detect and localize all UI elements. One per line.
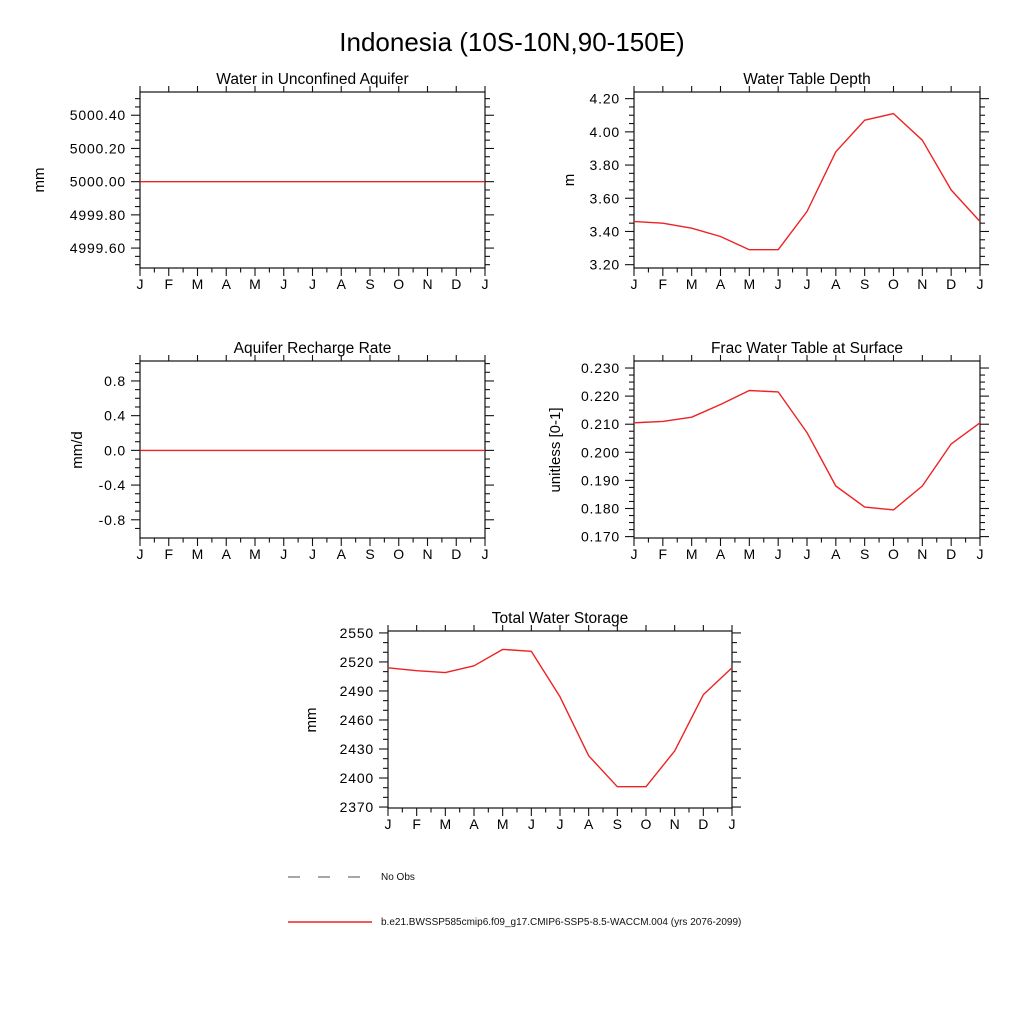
svg-text:A: A (583, 816, 594, 832)
svg-text:D: D (946, 546, 957, 562)
svg-text:A: A (715, 276, 726, 292)
svg-text:0.200: 0.200 (580, 444, 620, 461)
svg-text:S: S (859, 546, 870, 562)
svg-text:A: A (715, 546, 726, 562)
chart-title: Aquifer Recharge Rate (233, 340, 392, 357)
svg-text:J: J (774, 276, 782, 292)
x-tick-labels (631, 276, 984, 292)
svg-text:3.20: 3.20 (589, 256, 620, 273)
svg-text:J: J (384, 816, 392, 832)
page-title: Indonesia (10S-10N,90-150E) (339, 27, 685, 57)
svg-text:S: S (859, 276, 870, 292)
svg-text:2370: 2370 (339, 799, 374, 816)
x-tick-labels (385, 816, 736, 832)
plot-frame (140, 361, 485, 538)
svg-text:F: F (164, 546, 174, 562)
svg-text:5000.00: 5000.00 (69, 173, 126, 190)
x-tick-labels (137, 276, 489, 292)
svg-text:0.0: 0.0 (104, 442, 126, 459)
svg-text:J: J (136, 276, 144, 292)
y-axis-label: mm (303, 707, 320, 732)
y-tick-labels (99, 373, 126, 528)
svg-text:0.230: 0.230 (580, 360, 620, 377)
svg-text:J: J (976, 276, 984, 292)
svg-text:4999.60: 4999.60 (69, 240, 126, 257)
svg-text:0.170: 0.170 (580, 528, 620, 545)
svg-text:J: J (280, 546, 288, 562)
legend-label: No Obs (381, 871, 415, 883)
svg-text:F: F (658, 546, 668, 562)
svg-text:J: J (774, 546, 782, 562)
svg-text:4.00: 4.00 (589, 123, 620, 140)
svg-text:J: J (803, 546, 811, 562)
svg-text:J: J (630, 546, 638, 562)
y-tick-labels (70, 107, 126, 256)
svg-text:0.4: 0.4 (104, 407, 126, 424)
y-tick-labels (340, 625, 374, 815)
svg-text:M: M (249, 546, 261, 562)
plot-frame (634, 92, 980, 268)
y-tick-labels (581, 360, 620, 545)
svg-text:2430: 2430 (339, 741, 374, 757)
svg-text:M: M (191, 276, 204, 292)
svg-text:D: D (451, 546, 462, 562)
svg-text:5000.40: 5000.40 (69, 107, 126, 124)
y-axis-label: mm/d (69, 430, 86, 469)
plot-frame (634, 361, 980, 538)
svg-text:J: J (803, 276, 811, 292)
chart-title: Water in Unconfined Aquifer (216, 71, 409, 88)
svg-text:A: A (831, 546, 841, 562)
legend-label: b.e21.BWSSP585cmip6.f09_g17.CMIP6-SSP5-8.5-WACCM.004 (yrs 2076-2099) (381, 916, 742, 928)
svg-text:D: D (698, 816, 709, 832)
svg-text:O: O (393, 546, 405, 562)
x-axis-ticks (388, 625, 732, 816)
x-tick-labels (631, 546, 984, 562)
svg-text:J: J (481, 546, 489, 562)
plot-frame (388, 631, 732, 808)
svg-text:F: F (164, 276, 174, 292)
svg-text:M: M (685, 546, 698, 562)
y-axis-label: m (561, 173, 578, 187)
svg-text:A: A (221, 276, 231, 292)
svg-text:2520: 2520 (339, 653, 374, 670)
svg-text:S: S (612, 816, 623, 832)
svg-text:M: M (191, 546, 204, 562)
svg-text:D: D (946, 276, 957, 292)
x-axis-ticks (140, 355, 485, 546)
svg-text:D: D (451, 276, 462, 292)
svg-text:3.60: 3.60 (589, 190, 620, 207)
svg-text:M: M (496, 816, 509, 832)
svg-text:M: M (249, 276, 261, 292)
svg-text:M: M (439, 816, 452, 832)
svg-text:M: M (743, 276, 756, 292)
svg-text:J: J (630, 276, 638, 292)
svg-text:O: O (640, 816, 652, 832)
svg-text:J: J (728, 816, 736, 832)
svg-text:J: J (309, 276, 316, 292)
chart-title: Frac Water Table at Surface (710, 340, 904, 357)
svg-text:A: A (221, 546, 231, 562)
svg-text:M: M (685, 276, 698, 292)
svg-text:J: J (481, 276, 489, 292)
svg-text:0.220: 0.220 (580, 388, 620, 405)
svg-text:2460: 2460 (339, 711, 374, 728)
x-tick-labels (137, 546, 489, 562)
y-axis-label: unitless [0-1] (547, 406, 564, 493)
svg-text:4999.80: 4999.80 (69, 206, 126, 223)
y-axis-label: mm (31, 167, 48, 193)
x-axis-ticks (634, 355, 980, 546)
svg-text:3.80: 3.80 (589, 157, 620, 174)
y-axis-ticks (625, 368, 989, 537)
svg-text:0.210: 0.210 (580, 416, 620, 433)
svg-text:2550: 2550 (339, 624, 374, 641)
chart-title: Water Table Depth (743, 71, 871, 88)
dashed-line-swatch (288, 868, 376, 886)
y-axis-ticks (131, 99, 494, 265)
svg-text:5000.20: 5000.20 (69, 140, 126, 157)
svg-text:N: N (669, 816, 680, 832)
svg-text:3.40: 3.40 (589, 223, 620, 240)
svg-text:O: O (888, 276, 899, 292)
x-axis-ticks (140, 86, 485, 276)
svg-text:J: J (527, 816, 535, 832)
svg-text:N: N (917, 546, 928, 562)
y-axis-ticks (131, 364, 494, 529)
svg-text:0.180: 0.180 (580, 500, 620, 517)
data-line (388, 649, 732, 786)
svg-text:M: M (743, 546, 756, 562)
chart-title: Total Water Storage (491, 610, 629, 627)
svg-text:A: A (336, 276, 346, 292)
y-axis-ticks (379, 633, 741, 807)
svg-text:2400: 2400 (339, 770, 374, 787)
svg-text:J: J (280, 276, 288, 292)
svg-text:O: O (393, 276, 405, 292)
svg-text:-0.8: -0.8 (98, 511, 126, 528)
svg-text:J: J (309, 546, 316, 562)
svg-text:A: A (831, 276, 841, 292)
svg-text:N: N (917, 276, 928, 292)
svg-text:N: N (422, 276, 433, 292)
data-line (634, 114, 980, 250)
svg-text:J: J (556, 816, 564, 832)
y-tick-labels (590, 91, 620, 273)
svg-text:F: F (412, 816, 421, 832)
svg-text:0.190: 0.190 (580, 472, 620, 489)
solid-line-swatch (288, 913, 376, 931)
legend-item-model-run (288, 913, 741, 931)
svg-text:S: S (365, 546, 375, 562)
svg-text:O: O (888, 546, 899, 562)
svg-text:S: S (365, 276, 375, 292)
legend-item-no-obs (288, 868, 415, 886)
svg-text:J: J (976, 546, 984, 562)
data-line (634, 391, 980, 510)
svg-text:F: F (658, 276, 668, 292)
svg-text:4.20: 4.20 (589, 90, 620, 107)
svg-text:A: A (469, 816, 479, 832)
svg-text:N: N (422, 546, 433, 562)
x-axis-ticks (634, 86, 980, 276)
svg-text:2490: 2490 (339, 682, 374, 699)
svg-text:0.8: 0.8 (104, 372, 126, 389)
svg-text:J: J (136, 546, 144, 562)
y-axis-ticks (625, 99, 989, 265)
svg-text:A: A (336, 546, 346, 562)
svg-text:-0.4: -0.4 (98, 477, 126, 494)
plot-frame (140, 92, 485, 268)
